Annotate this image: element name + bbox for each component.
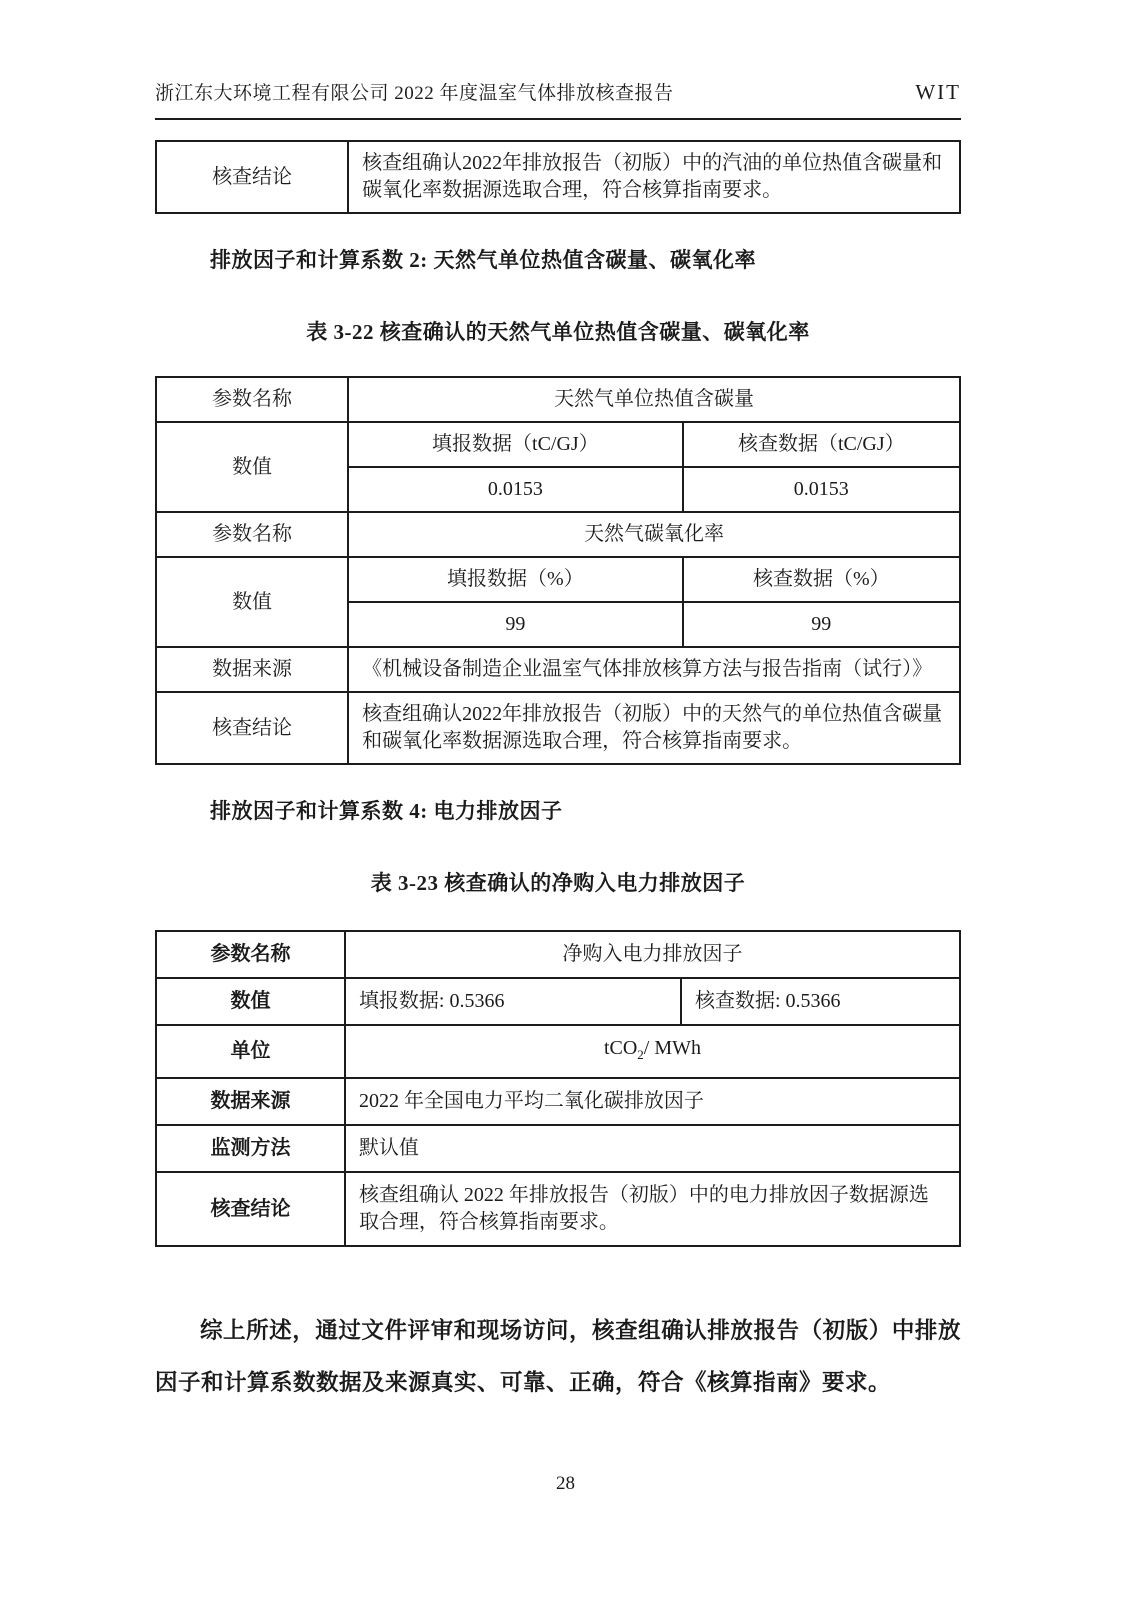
- table-row: [156, 377, 960, 422]
- reported-header-cell: 填报数据（tC/GJ）: [348, 422, 682, 467]
- section-heading-power: 排放因子和计算系数 4: 电力排放因子: [210, 799, 563, 823]
- table-caption-3-23: 表 3-23 核查确认的净购入电力排放因子: [370, 871, 746, 895]
- table-row: [156, 692, 960, 764]
- unit-main: tCO: [603, 1037, 638, 1059]
- document-title: 浙江东大环境工程有限公司 2022 年度温室气体排放核查报告: [155, 83, 674, 104]
- value-label-cell: 数值: [156, 978, 345, 1025]
- table-3-23: [155, 930, 961, 1247]
- table-row: [156, 141, 960, 213]
- table-row: [156, 1078, 960, 1125]
- conclusion-label-cell: 核查结论: [156, 1172, 345, 1246]
- table-row: [156, 557, 960, 602]
- reported-value-cell: 0.0153: [348, 467, 682, 512]
- table-row: [156, 422, 960, 467]
- org-logo: WIT: [915, 80, 961, 104]
- verified-value-cell: 0.0153: [683, 467, 960, 512]
- unit-subscript: 2: [637, 1047, 644, 1062]
- conclusion-text-cell: 核查组确认2022年排放报告（初版）中的天然气的单位热值含碳量和碳氧化率数据源选取合理，符合核算指南要求。: [348, 692, 960, 764]
- table-row: [156, 931, 960, 978]
- table-row: [156, 1172, 960, 1246]
- conclusion-text-cell: 核查组确认 2022 年排放报告（初版）中的电力排放因子数据源选取合理，符合核算指南要求。: [345, 1172, 960, 1246]
- table-caption-3-22: 表 3-22 核查确认的天然气单位热值含碳量、碳氧化率: [306, 320, 810, 344]
- value-label-cell: 数值: [156, 422, 348, 512]
- section-heading-gas: 排放因子和计算系数 2: 天然气单位热值含碳量、碳氧化率: [210, 248, 756, 272]
- reported-header-cell: 填报数据（%）: [348, 557, 682, 602]
- table-row: [156, 512, 960, 557]
- unit-rest: / MWh: [643, 1037, 701, 1059]
- table-3-22: [155, 376, 961, 765]
- unit-label-cell: 单位: [156, 1025, 345, 1078]
- param-label-cell: 参数名称: [156, 512, 348, 557]
- verified-header-cell: 核查数据（%）: [683, 557, 960, 602]
- page-content: [155, 0, 961, 1432]
- table-row: [156, 647, 960, 692]
- param-label-cell: 参数名称: [156, 377, 348, 422]
- param-label-cell: 参数名称: [156, 931, 345, 978]
- conclusion-label-cell: 核查结论: [156, 692, 348, 764]
- param-name-cell: 天然气单位热值含碳量: [348, 377, 960, 422]
- conclusion-label-cell: 核查结论: [156, 141, 348, 213]
- param-name-cell: 净购入电力排放因子: [345, 931, 960, 978]
- table-row: [156, 1125, 960, 1172]
- conclusion-text-cell: 核查组确认2022年排放报告（初版）中的汽油的单位热值含碳量和碳氧化率数据源选取合理，符合核算指南要求。: [348, 141, 960, 213]
- summary-paragraph: 综上所述，通过文件评审和现场访问，核查组确认排放报告（初版）中排放因子和计算系数数据及来源真实、可靠、正确，符合《核算指南》要求。: [155, 1318, 961, 1395]
- table-row: [156, 1025, 960, 1078]
- gasoline-conclusion-table: [155, 140, 961, 214]
- verified-value-cell: 核查数据: 0.5366: [681, 978, 960, 1025]
- table-row: [156, 978, 960, 1025]
- source-label-cell: 数据来源: [156, 1078, 345, 1125]
- param-name-cell: 天然气碳氧化率: [348, 512, 960, 557]
- source-text-cell: 2022 年全国电力平均二氧化碳排放因子: [345, 1078, 960, 1125]
- source-text-cell: 《机械设备制造企业温室气体排放核算方法与报告指南（试行）》: [348, 647, 960, 692]
- source-label-cell: 数据来源: [156, 647, 348, 692]
- reported-value-cell: 99: [348, 602, 682, 647]
- method-label-cell: 监测方法: [156, 1125, 345, 1172]
- reported-value-cell: 填报数据: 0.5366: [345, 978, 681, 1025]
- verified-header-cell: 核查数据（tC/GJ）: [683, 422, 960, 467]
- page-header: [155, 0, 961, 120]
- method-text-cell: 默认值: [345, 1125, 960, 1172]
- verified-value-cell: 99: [683, 602, 960, 647]
- page-number: 28: [556, 1473, 575, 1494]
- value-label-cell: 数值: [156, 557, 348, 647]
- unit-value-cell: [345, 1025, 960, 1078]
